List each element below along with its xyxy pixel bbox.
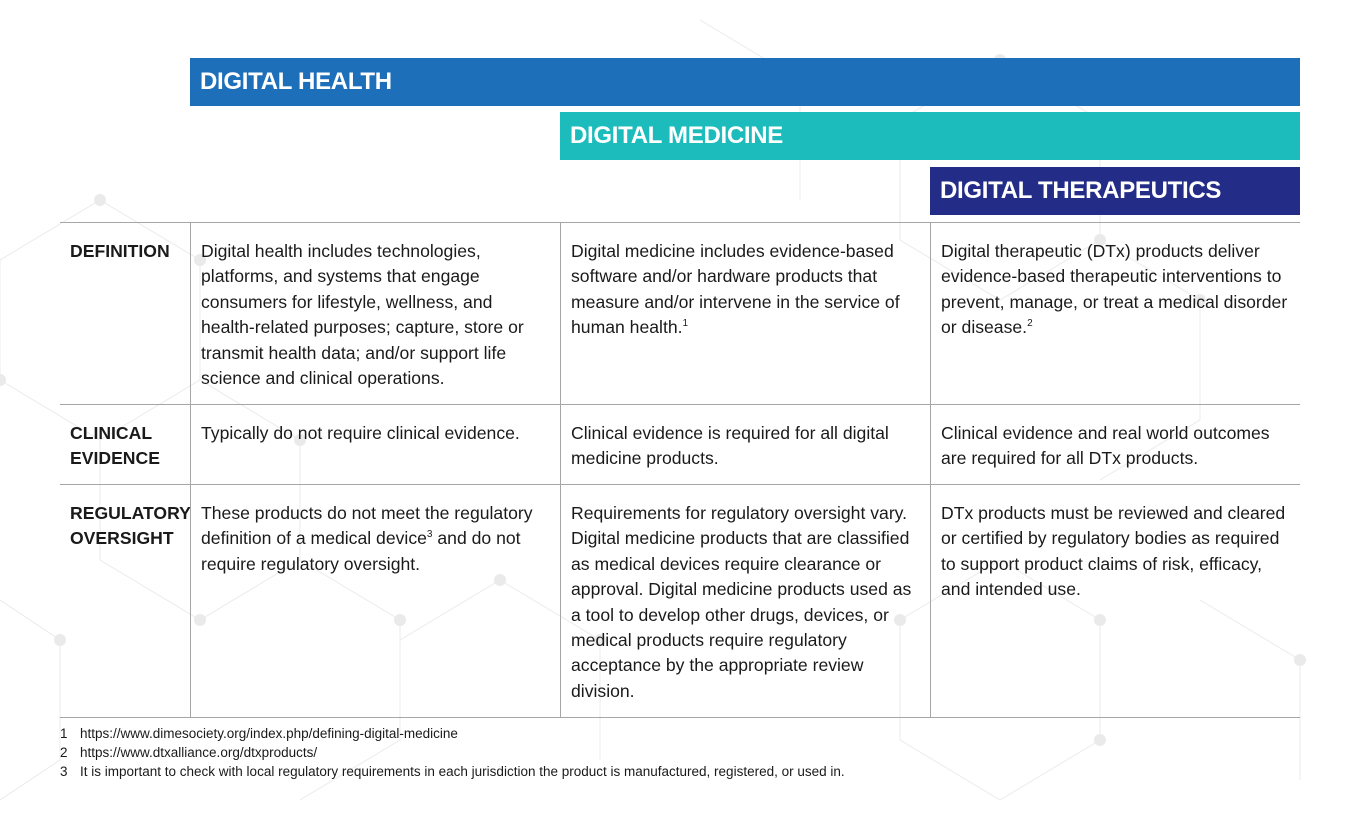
footnote-1-number: 1 <box>60 726 68 741</box>
clinical-digital-medicine-cell: Clinical evidence is required for all digital medicine products. <box>560 405 930 484</box>
definition-digital-medicine-text: Digital medicine includes evidence-based software and/or hardware products that measure and/or intervene in the service of human health. <box>571 241 900 338</box>
regulatory-oversight-header-line1: REGULATORY <box>70 503 191 523</box>
clinical-evidence-row <box>60 404 1300 484</box>
regulatory-digital-therapeutics-cell: DTx products must be reviewed and cleared or certified by regulatory bodies as required to support product claims of risk, efficacy, and intended use. <box>930 485 1300 717</box>
clinical-digital-therapeutics-cell: Clinical evidence and real world outcomes are required for all DTx products. <box>930 405 1300 484</box>
regulatory-digital-health-text-a: These products do not meet the regulatory definition of a medical device <box>201 503 533 549</box>
regulatory-digital-medicine-cell: Requirements for regulatory oversight vary. Digital medicine products that are classified as medical devices require clearance or approval. Digital medicine products used as a tool to develop other drugs, devices, or medical products require regulatory acceptance by the appropriate review division. <box>560 485 930 717</box>
footnote-3 <box>60 762 845 781</box>
footnote-2-number: 2 <box>60 745 68 760</box>
footnote-2-text: https://www.dtxalliance.org/dtxproducts/ <box>80 745 318 760</box>
footnote-ref-3: 3 <box>426 529 433 541</box>
clinical-evidence-header <box>60 405 190 484</box>
definition-header: DEFINITION <box>70 241 170 261</box>
clinical-evidence-header-line1: CLINICAL <box>70 423 153 443</box>
footnote-2 <box>60 743 845 762</box>
definition-digital-therapeutics-cell <box>930 223 1300 404</box>
regulatory-oversight-header-line2: OVERSIGHT <box>70 528 174 549</box>
footnote-1-text: https://www.dimesociety.org/index.php/defining-digital-medicine <box>80 726 458 741</box>
digital-medicine-banner: DIGITAL MEDICINE <box>560 112 1300 160</box>
digital-health-banner: DIGITAL HEALTH <box>190 58 1300 106</box>
definition-row <box>60 222 1300 404</box>
digital-therapeutics-banner: DIGITAL THERAPEUTICS <box>930 167 1300 215</box>
footnote-ref-1: 1 <box>682 318 689 330</box>
definition-digital-medicine-cell <box>560 223 930 404</box>
footnotes <box>60 724 845 781</box>
definition-digital-therapeutics-text: Digital therapeutic (DTx) products deliver evidence-based therapeutic interventions to prevent, manage, or treat a medical disorder or disease. <box>941 241 1288 338</box>
footnote-ref-2: 2 <box>1027 318 1033 330</box>
regulatory-digital-health-text-b: and do not require regulatory oversight. <box>201 528 521 574</box>
definition-digital-health-cell: Digital health includes technologies, platforms, and systems that engage consumers for lifestyle, wellness, and health-related purposes; capture, store or transmit health data; and/or support life science and clinical operations. <box>190 223 560 404</box>
footnote-3-number: 3 <box>60 764 68 779</box>
regulatory-oversight-row <box>60 484 1300 718</box>
clinical-evidence-header-line2: EVIDENCE <box>70 448 160 469</box>
footnote-3-text: It is important to check with local regulatory requirements in each jurisdiction the product is manufactured, registered, or used in. <box>80 764 845 779</box>
footnote-1 <box>60 724 845 743</box>
clinical-digital-health-cell: Typically do not require clinical evidence. <box>190 405 560 484</box>
comparison-table <box>60 222 1300 718</box>
regulatory-digital-health-cell <box>190 485 560 717</box>
regulatory-oversight-header <box>60 485 190 717</box>
